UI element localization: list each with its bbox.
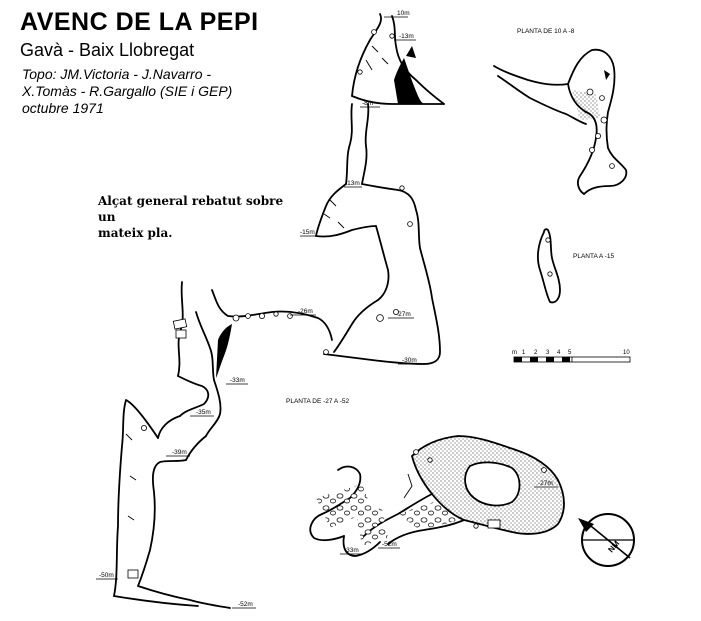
- credits-line-1: Topo: JM.Victoria - J.Navarro -: [22, 66, 212, 82]
- depth-label: -27m: [396, 311, 411, 318]
- credits-line-2: X.Tomàs - R.Gargallo (SIE i GEP): [22, 83, 233, 99]
- depth-label: -13m: [399, 33, 414, 40]
- depth-label: -33m: [230, 377, 245, 384]
- scale-label: 2: [534, 350, 538, 356]
- depth-label: -15m: [300, 229, 315, 236]
- elevation-bottom-gallery: [114, 376, 230, 608]
- depth-label: -33m: [344, 547, 359, 554]
- scale-label: m: [512, 350, 517, 356]
- depth-label: -39m: [172, 449, 187, 456]
- depth-label: -27m: [538, 480, 553, 487]
- north-arrow-icon: [578, 514, 634, 566]
- north-label: NM: [606, 538, 622, 555]
- depth-label: -26m: [298, 308, 313, 315]
- plan-title-lower: PLANTA DE -27 A -52: [286, 398, 350, 405]
- depth-label: 10m: [397, 10, 410, 17]
- depth-label: -52m: [238, 601, 253, 608]
- depth-label: -8m: [362, 100, 374, 107]
- plan-title-mid: PLANTA A -15: [573, 253, 615, 260]
- elevation-lower-chambers: [173, 226, 440, 380]
- scale-label: 5: [568, 350, 572, 356]
- scale-label: 10: [623, 350, 630, 356]
- depth-label: -30m: [402, 357, 417, 364]
- caption-line-1: Alçat general rebatut sobre un: [98, 194, 284, 224]
- location-subtitle: Gavà - Baix Llobregat: [20, 40, 195, 60]
- plan-upper-map: [494, 50, 626, 194]
- caption-line-2: mateix pla.: [98, 226, 173, 240]
- credits-line-3: octubre 1971: [22, 100, 104, 116]
- elevation-upper-pit: [352, 14, 444, 104]
- plan-mid-map: [538, 229, 560, 302]
- depth-label: -52m: [382, 541, 397, 548]
- depth-label: -35m: [196, 409, 211, 416]
- elevation-middle-shaft: [316, 104, 420, 248]
- depth-label: -50m: [99, 572, 114, 579]
- plan-lower-map: [310, 436, 564, 556]
- scale-label: 3: [546, 350, 550, 356]
- plan-title-upper: PLANTA DE 10 A -8: [517, 28, 575, 35]
- depth-label: -13m: [345, 180, 360, 187]
- scale-label: 1: [522, 350, 526, 356]
- scale-label: 4: [557, 350, 561, 356]
- scale-bar: [512, 350, 630, 362]
- page-title: AVENC DE LA PEPI: [20, 8, 259, 36]
